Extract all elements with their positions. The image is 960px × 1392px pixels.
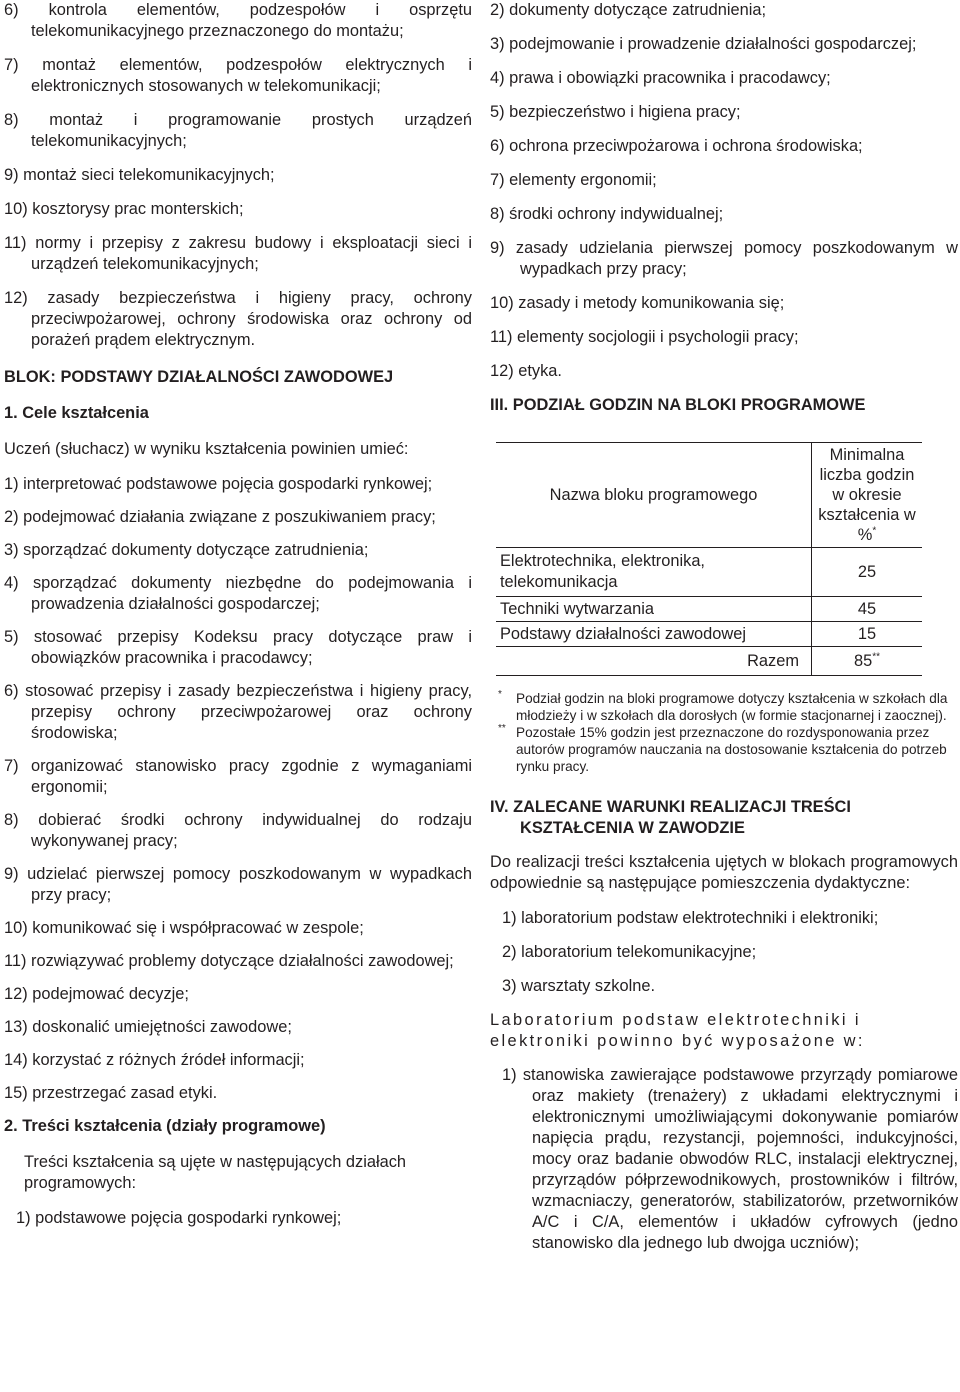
section-intro: Treści kształcenia są ujęte w następujących działach programowych: bbox=[24, 1153, 407, 1192]
list-item: 12) zasady bezpieczeństwa i higieny pracy, ochrony przeciwpożarowej, ochrony środowiska oraz ochrony od porażeń prądem elektrycznym. bbox=[4, 289, 472, 349]
content-item: 10) zasady i metody komunikowania się; bbox=[490, 294, 785, 312]
table-header-row bbox=[496, 443, 922, 548]
table-total-row bbox=[496, 647, 922, 676]
goal-item: 8) dobierać środki ochrony indywidualnej do rodzaju wykonywanej pracy; bbox=[4, 811, 472, 850]
table-cell: Podstawy działalności zawodowej bbox=[496, 622, 812, 647]
goal-item: 1) interpretować podstawowe pojęcia gospodarki rynkowej; bbox=[4, 475, 433, 493]
footnote-text: Podział godzin na bloki programowe dotyczy kształcenia w szkołach dla młodzieży i w szkołach dla dorosłych (w formie stacjonarnej i zaocznej). bbox=[516, 691, 948, 723]
hours-table bbox=[496, 442, 922, 676]
left-column bbox=[4, 0, 472, 1242]
section-heading: IV. ZALECANE WARUNKI REALIZACJI TREŚCI KSZTAŁCENIA W ZAWODZIE bbox=[490, 798, 851, 837]
room-item: 2) laboratorium telekomunikacyjne; bbox=[502, 943, 757, 961]
column-header-hours bbox=[812, 443, 923, 548]
content-item: 9) zasady udzielania pierwszej pomocy poszkodowanym w wypadkach przy pracy; bbox=[490, 239, 958, 278]
footnote-marker: ** bbox=[872, 651, 881, 663]
list-item: 7) montaż elementów, podzespołów elektrycznych i elektronicznych stosowanych w telekomunikacji; bbox=[4, 56, 472, 95]
footnotes bbox=[498, 690, 958, 775]
content-item: 3) podejmowanie i prowadzenie działalności gospodarczej; bbox=[490, 35, 917, 53]
column-header-hours-text: Minimalna liczba godzin w okresie kształcenia w % bbox=[818, 446, 916, 544]
list-item: 10) kosztorysy prac monterskich; bbox=[4, 200, 244, 218]
section-heading: 2. Treści kształcenia (działy programowe) bbox=[4, 1117, 326, 1135]
footnote: ** Pozostałe 15% godzin jest przeznaczone do rozdysponowania przez autorów programów nauczania na dostosowanie kształcenia do potrzeb rynku pracy. bbox=[498, 723, 947, 774]
goal-item: 3) sporządzać dokumenty dotyczące zatrudnienia; bbox=[4, 541, 369, 559]
goal-item: 11) rozwiązywać problemy dotyczące działalności zawodowej; bbox=[4, 952, 454, 970]
goal-item: 12) podejmować decyzje; bbox=[4, 985, 189, 1003]
footnote: * Podział godzin na bloki programowe dotyczy kształcenia w szkołach dla młodzieży i w szkołach dla dorosłych (w formie stacjonarnej i zaocznej). bbox=[498, 689, 948, 723]
total-value-text: 85 bbox=[853, 651, 873, 670]
content-item: 11) elementy socjologii i psychologii pracy; bbox=[490, 328, 799, 346]
content-item: 12) etyka. bbox=[490, 362, 562, 380]
table-cell: 15 bbox=[812, 622, 923, 647]
right-column bbox=[490, 0, 958, 1254]
goal-item: 7) organizować stanowisko pracy zgodnie z wymaganiami ergonomii; bbox=[4, 757, 472, 796]
content-item: 5) bezpieczeństwo i higiena pracy; bbox=[490, 103, 741, 121]
goal-item: 2) podejmować działania związane z poszukiwaniem pracy; bbox=[4, 508, 436, 526]
table-row bbox=[496, 597, 922, 622]
footnote-marker: * bbox=[872, 525, 877, 537]
content-item: 6) ochrona przeciwpożarowa i ochrona środowiska; bbox=[490, 137, 863, 155]
footnote-text: Pozostałe 15% godzin jest przeznaczone do rozdysponowania przez autorów programów nauczania na dostosowanie kształcenia do potrzeb rynku pracy. bbox=[516, 725, 947, 774]
list-item: 9) montaż sieci telekomunikacyjnych; bbox=[4, 166, 275, 184]
section-intro: Uczeń (słuchacz) w wyniku kształcenia powinien umieć: bbox=[4, 440, 409, 458]
lab-intro: Laboratorium podstaw elektrotechniki i elektroniki powinno być wyposażone w: bbox=[490, 1011, 865, 1050]
table-cell: 45 bbox=[812, 597, 923, 622]
goal-item: 10) komunikować się i współpracować w zespole; bbox=[4, 919, 364, 937]
content-item: 8) środki ochrony indywidualnej; bbox=[490, 205, 724, 223]
room-item: 3) warsztaty szkolne. bbox=[502, 977, 656, 995]
goal-item: 6) stosować przepisy i zasady bezpieczeństwa i higieny pracy, przepisy ochrony przeciwpożarowej oraz ochrony środowiska; bbox=[4, 682, 472, 742]
content-item: 2) dokumenty dotyczące zatrudnienia; bbox=[490, 1, 767, 19]
column-header-name: Nazwa bloku programowego bbox=[496, 443, 812, 548]
content-item: 4) prawa i obowiązki pracownika i pracodawcy; bbox=[490, 69, 831, 87]
section-heading: 1. Cele kształcenia bbox=[4, 404, 149, 422]
table-row bbox=[496, 548, 922, 597]
goal-item: 15) przestrzegać zasad etyki. bbox=[4, 1084, 218, 1102]
table-cell: Techniki wytwarzania bbox=[496, 597, 812, 622]
list-item: 6) kontrola elementów, podzespołów i osprzętu telekomunikacyjnego przeznaczonego do montażu; bbox=[4, 1, 472, 40]
content-item: 7) elementy ergonomii; bbox=[490, 171, 657, 189]
block-heading: BLOK: PODSTAWY DZIAŁALNOŚCI ZAWODOWEJ bbox=[4, 368, 394, 386]
list-item: 8) montaż i programowanie prostych urządzeń telekomunikacyjnych; bbox=[4, 111, 472, 150]
total-value bbox=[812, 647, 923, 676]
section-heading: III. PODZIAŁ GODZIN NA BLOKI PROGRAMOWE bbox=[490, 396, 866, 414]
goal-item: 14) korzystać z różnych źródeł informacji; bbox=[4, 1051, 305, 1069]
total-label: Razem bbox=[496, 647, 812, 676]
goal-item: 13) doskonalić umiejętności zawodowe; bbox=[4, 1018, 292, 1036]
room-item: 1) laboratorium podstaw elektrotechniki i elektroniki; bbox=[502, 909, 879, 927]
content-item: 1) podstawowe pojęcia gospodarki rynkowej; bbox=[16, 1209, 342, 1227]
goal-item: 4) sporządzać dokumenty niezbędne do podejmowania i prowadzenia działalności gospodarczej; bbox=[4, 574, 472, 613]
table-cell: 25 bbox=[812, 548, 923, 597]
section-intro: Do realizacji treści kształcenia ujętych w blokach programowych odpowiednie są następujące pomieszczenia dydaktyczne: bbox=[490, 853, 958, 892]
table-row bbox=[496, 622, 922, 647]
goal-item: 5) stosować przepisy Kodeksu pracy dotyczące praw i obowiązków pracownika i pracodawcy; bbox=[4, 628, 472, 667]
table-cell: Elektrotechnika, elektronika, telekomunikacja bbox=[496, 548, 812, 597]
list-item: 11) normy i przepisy z zakresu budowy i eksploatacji sieci i urządzeń telekomunikacyjnych; bbox=[4, 234, 472, 273]
goal-item: 9) udzielać pierwszej pomocy poszkodowanym w wypadkach przy pracy; bbox=[4, 865, 472, 904]
lab-equipment-item: 1) stanowiska zawierające podstawowe przyrządy pomiarowe oraz makiety (trenażery) z układami elektrycznymi i elektronicznymi umożliwiającymi dokonywanie pomiarów napięcia prądu, rezystancji, pojemności, indukcyjności, mocy oraz badanie obwodów RLC, instalacji elektrycznej, przyrządów półprzewodnikowych, prostowników i filtrów, wzmacniaczy, generatorów, stabilizatorów, przetworników A/C i C/A, elementów i układów cyfrowych (jedno stanowisko dla jednego lub dwojga uczniów); bbox=[502, 1066, 958, 1252]
